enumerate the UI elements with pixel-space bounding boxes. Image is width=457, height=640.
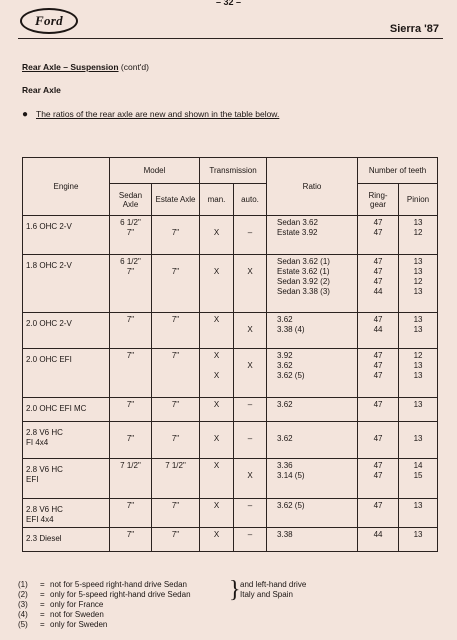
auto-line: – <box>247 228 253 237</box>
cell-pinion <box>399 398 438 422</box>
auto-line: X <box>247 361 253 370</box>
cell-engine <box>23 255 110 313</box>
pinion-line: 13 <box>413 434 423 443</box>
man-line <box>203 325 230 335</box>
footnote-item <box>18 620 191 630</box>
footnote-item <box>18 610 191 620</box>
pinion-line: 13 <box>413 257 423 266</box>
man-line: X <box>213 228 220 237</box>
pinion-line: 13 <box>413 267 423 276</box>
auto-line <box>237 461 263 471</box>
man-line: X <box>213 434 220 443</box>
estate-axle-line <box>155 257 196 267</box>
footnote-key: (4) <box>18 610 28 619</box>
section-title <box>22 62 149 72</box>
pinion-line: 13 <box>413 371 423 380</box>
header-pinion: Pinion <box>399 184 438 216</box>
header-divider <box>18 38 443 39</box>
sedan-axle-line: 7" <box>126 228 135 237</box>
cell-pinion <box>399 255 438 313</box>
ring-gear-line: 47 <box>373 351 383 360</box>
cell-auto <box>234 528 267 552</box>
estate-axle-line: 7" <box>171 351 180 360</box>
cell-auto <box>234 398 267 422</box>
man-line: X <box>213 461 220 470</box>
cell-estate-axle <box>152 398 200 422</box>
cell-estate-axle <box>152 499 200 528</box>
cell-man <box>200 528 234 552</box>
ratio-line: 3.14 (5) <box>277 471 305 480</box>
brace-note <box>240 580 306 600</box>
footnote-separator: = <box>40 610 45 619</box>
ring-gear-line: 47 <box>373 461 383 470</box>
ratio-line <box>277 424 354 434</box>
cell-ring-gear <box>358 313 399 349</box>
cell-estate-axle <box>152 349 200 398</box>
sub-title: Rear Axle <box>22 85 61 95</box>
engine-line: 2.8 V6 HC <box>26 428 63 437</box>
ratio-line: 3.36 <box>277 461 293 470</box>
page-number: – 32 – <box>215 0 242 7</box>
cell-man <box>200 216 234 255</box>
man-line: X <box>213 501 220 510</box>
cell-pinion <box>399 313 438 349</box>
cell-man <box>200 422 234 459</box>
engine-line: 2.8 V6 HC <box>26 505 63 514</box>
cell-man <box>200 313 234 349</box>
sedan-axle-line: 7" <box>126 267 135 276</box>
intro-text: The ratios of the rear axle are new and shown in the table below. <box>36 109 280 119</box>
ratio-line: 3.38 <box>277 530 293 539</box>
footnote-text: only for 5-speed right-hand drive Sedan <box>50 590 191 599</box>
ratio-line: Sedan 3.38 (3) <box>277 287 330 296</box>
engine-line: 2.0 OHC EFI <box>26 355 72 364</box>
cell-ratio <box>267 313 358 349</box>
man-line: X <box>213 315 220 324</box>
footnote-text: not for Sweden <box>50 610 104 619</box>
brace-note-line: and left-hand drive <box>240 580 307 589</box>
footnote-key: (1) <box>18 580 28 589</box>
ratio-line: Sedan 3.92 (2) <box>277 277 330 286</box>
cell-sedan-axle <box>110 255 152 313</box>
estate-axle-line: 7 1/2" <box>165 461 186 470</box>
cell-engine <box>23 499 110 528</box>
cell-pinion <box>399 216 438 255</box>
auto-line: – <box>247 501 253 510</box>
header-transmission: Transmission <box>200 158 267 184</box>
engine-line: 2.3 Diesel <box>26 534 62 543</box>
ring-gear-line: 44 <box>373 530 383 539</box>
cell-auto <box>234 255 267 313</box>
auto-line <box>237 257 263 267</box>
cell-auto <box>234 422 267 459</box>
pinion-line: 13 <box>413 325 423 334</box>
cell-auto <box>234 499 267 528</box>
auto-line <box>237 424 263 434</box>
auto-line: X <box>247 471 253 480</box>
estate-axle-line: 7" <box>171 434 180 443</box>
cell-ratio <box>267 499 358 528</box>
ratio-line: 3.38 (4) <box>277 325 305 334</box>
cell-auto <box>234 349 267 398</box>
man-line <box>203 361 230 371</box>
footnote-key: (5) <box>18 620 28 629</box>
pinion-line <box>402 424 434 434</box>
pinion-line: 14 <box>413 461 423 470</box>
brace-icon: } <box>229 577 241 603</box>
axle-ratio-table <box>22 157 438 552</box>
sedan-axle-line: 7" <box>126 315 135 324</box>
cell-man <box>200 459 234 499</box>
engine-line: FI 4x4 <box>26 438 49 447</box>
cell-ring-gear <box>358 459 399 499</box>
estate-axle-line: 7" <box>171 228 180 237</box>
ring-gear-line: 44 <box>373 325 383 334</box>
ratio-line: 3.62 <box>277 315 293 324</box>
sedan-axle-line: 7" <box>126 501 135 510</box>
cell-man <box>200 398 234 422</box>
pinion-line: 13 <box>413 501 423 510</box>
pinion-line: 13 <box>413 530 423 539</box>
cell-ring-gear <box>358 422 399 459</box>
pinion-line: 13 <box>413 361 423 370</box>
estate-axle-line <box>155 424 196 434</box>
ratio-line: 3.62 <box>277 361 293 370</box>
cell-ring-gear <box>358 255 399 313</box>
ring-gear-line: 47 <box>373 371 383 380</box>
sedan-axle-line: 6 1/2" <box>120 257 141 266</box>
cell-ratio <box>267 528 358 552</box>
table-row <box>23 216 438 255</box>
estate-axle-line: 7" <box>171 530 180 539</box>
cell-ring-gear <box>358 216 399 255</box>
footnote-separator: = <box>40 580 45 589</box>
table-row <box>23 255 438 313</box>
cell-engine <box>23 216 110 255</box>
cell-sedan-axle <box>110 349 152 398</box>
table-row <box>23 422 438 459</box>
man-line: X <box>213 267 220 276</box>
table-row <box>23 499 438 528</box>
ford-logo <box>20 8 78 34</box>
table-row <box>23 528 438 552</box>
header-teeth: Number of teeth <box>358 158 438 184</box>
header-estate-axle: Estate Axle <box>152 184 200 216</box>
cell-estate-axle <box>152 422 200 459</box>
footnotes <box>18 580 191 630</box>
ring-gear-line: 47 <box>373 228 383 237</box>
cell-pinion <box>399 528 438 552</box>
section-title-suffix: (cont'd) <box>120 62 149 72</box>
header-ratio: Ratio <box>267 158 358 216</box>
ring-gear-line: 47 <box>373 471 383 480</box>
cell-ring-gear <box>358 349 399 398</box>
cell-engine <box>23 349 110 398</box>
footnote-item <box>18 580 191 590</box>
ring-gear-line: 47 <box>373 361 383 370</box>
engine-line: 2.0 OHC EFI MC <box>26 404 87 413</box>
footnote-key: (3) <box>18 600 28 609</box>
auto-line: X <box>247 325 253 334</box>
cell-man <box>200 349 234 398</box>
footnote-item <box>18 600 191 610</box>
man-line: X <box>213 530 220 539</box>
pinion-line: 13 <box>413 218 423 227</box>
cell-man <box>200 255 234 313</box>
cell-estate-axle <box>152 459 200 499</box>
ratio-line: Sedan 3.62 <box>277 218 318 227</box>
estate-axle-line: 7" <box>171 400 180 409</box>
man-line <box>203 424 230 434</box>
ratio-line: 3.62 <box>277 400 293 409</box>
engine-line: 2.8 V6 HC <box>26 465 63 474</box>
sedan-axle-line: 7 1/2" <box>120 461 141 470</box>
cell-engine <box>23 528 110 552</box>
pinion-line: 12 <box>413 228 423 237</box>
table-row <box>23 349 438 398</box>
pinion-line: 13 <box>413 287 423 296</box>
engine-line: 1.6 OHC 2-V <box>26 222 72 231</box>
cell-engine <box>23 459 110 499</box>
ring-gear-line: 47 <box>373 315 383 324</box>
cell-ratio <box>267 422 358 459</box>
footnote-text: not for 5-speed right-hand drive Sedan <box>50 580 187 589</box>
auto-line <box>237 315 263 325</box>
cell-ring-gear <box>358 499 399 528</box>
auto-line: – <box>247 400 253 409</box>
ring-gear-line <box>361 424 395 434</box>
pinion-line: 15 <box>413 471 423 480</box>
ring-gear-line: 47 <box>373 257 383 266</box>
man-line: X <box>213 371 220 380</box>
ring-gear-line: 47 <box>373 501 383 510</box>
cell-ratio <box>267 398 358 422</box>
ring-gear-line: 47 <box>373 218 383 227</box>
brace-note-line: Italy and Spain <box>240 590 293 599</box>
cell-sedan-axle <box>110 459 152 499</box>
cell-ratio <box>267 255 358 313</box>
cell-estate-axle <box>152 313 200 349</box>
logo-text: Ford <box>35 13 63 28</box>
ratio-line: Estate 3.62 (1) <box>277 267 330 276</box>
cell-auto <box>234 216 267 255</box>
auto-line: X <box>247 267 253 276</box>
cell-sedan-axle <box>110 528 152 552</box>
table-row <box>23 459 438 499</box>
engine-line: 2.0 OHC 2-V <box>26 319 72 328</box>
sedan-axle-line <box>113 424 148 434</box>
cell-ring-gear <box>358 398 399 422</box>
sedan-axle-line: 7" <box>126 530 135 539</box>
header-ring-gear: Ring-gear <box>358 184 399 216</box>
footnote-item <box>18 590 191 600</box>
ring-gear-line: 47 <box>373 277 383 286</box>
cell-pinion <box>399 422 438 459</box>
ring-gear-line: 47 <box>373 400 383 409</box>
cell-pinion <box>399 459 438 499</box>
pinion-line: 12 <box>413 351 423 360</box>
cell-engine <box>23 398 110 422</box>
ratio-line: Estate 3.92 <box>277 228 318 237</box>
pinion-line: 13 <box>413 400 423 409</box>
pinion-line: 13 <box>413 315 423 324</box>
ratio-line: Sedan 3.62 (1) <box>277 257 330 266</box>
section-title-main: Rear Axle – Suspension <box>22 62 119 72</box>
table-row <box>23 313 438 349</box>
header-auto: auto. <box>234 184 267 216</box>
ring-gear-line: 44 <box>373 287 383 296</box>
header-engine: Engine <box>23 158 110 216</box>
estate-axle-line: 7" <box>171 315 180 324</box>
cell-sedan-axle <box>110 422 152 459</box>
auto-line <box>237 218 263 228</box>
sedan-axle-line: 7" <box>126 400 135 409</box>
ratio-line: 3.62 (5) <box>277 371 305 380</box>
table-row <box>23 398 438 422</box>
ring-gear-line: 47 <box>373 434 383 443</box>
footnote-separator: = <box>40 600 45 609</box>
ratio-line: 3.62 (5) <box>277 501 305 510</box>
header-sedan-axle: Sedan Axle <box>110 184 152 216</box>
cell-estate-axle <box>152 528 200 552</box>
footnote-separator: = <box>40 590 45 599</box>
cell-engine <box>23 313 110 349</box>
footnote-text: only for Sweden <box>50 620 108 629</box>
cell-ratio <box>267 349 358 398</box>
cell-man <box>200 499 234 528</box>
estate-axle-line: 7" <box>171 267 180 276</box>
pinion-line: 12 <box>413 277 423 286</box>
footnote-key: (2) <box>18 590 28 599</box>
cell-sedan-axle <box>110 313 152 349</box>
cell-sedan-axle <box>110 216 152 255</box>
model-title: Sierra '87 <box>389 23 439 35</box>
cell-sedan-axle <box>110 398 152 422</box>
cell-pinion <box>399 349 438 398</box>
ring-gear-line: 47 <box>373 267 383 276</box>
cell-engine <box>23 422 110 459</box>
man-line: X <box>213 400 220 409</box>
engine-line: EFI <box>26 475 39 484</box>
man-line <box>203 218 230 228</box>
cell-ratio <box>267 216 358 255</box>
cell-estate-axle <box>152 255 200 313</box>
engine-line: 1.8 OHC 2-V <box>26 261 72 270</box>
cell-auto <box>234 459 267 499</box>
cell-ratio <box>267 459 358 499</box>
ratio-line: 3.92 <box>277 351 293 360</box>
cell-ring-gear <box>358 528 399 552</box>
estate-axle-line: 7" <box>171 501 180 510</box>
sedan-axle-line: 7" <box>126 351 135 360</box>
header-man: man. <box>200 184 234 216</box>
auto-line: – <box>247 434 253 443</box>
cell-auto <box>234 313 267 349</box>
cell-pinion <box>399 499 438 528</box>
footnote-text: only for France <box>50 600 104 609</box>
header-model: Model <box>110 158 200 184</box>
sedan-axle-line: 6 1/2" <box>120 218 141 227</box>
ratio-line: 3.62 <box>277 434 293 443</box>
man-line <box>203 471 230 481</box>
man-line: X <box>213 351 220 360</box>
intro-line <box>22 109 279 120</box>
footnote-separator: = <box>40 620 45 629</box>
cell-estate-axle <box>152 216 200 255</box>
engine-line: EFI 4x4 <box>26 515 54 524</box>
auto-line: – <box>247 530 253 539</box>
man-line <box>203 257 230 267</box>
cell-sedan-axle <box>110 499 152 528</box>
auto-line <box>237 351 263 361</box>
estate-axle-line <box>155 218 196 228</box>
sedan-axle-line: 7" <box>126 434 135 443</box>
bullet-icon: ● <box>22 109 29 120</box>
auto-line <box>237 371 263 381</box>
